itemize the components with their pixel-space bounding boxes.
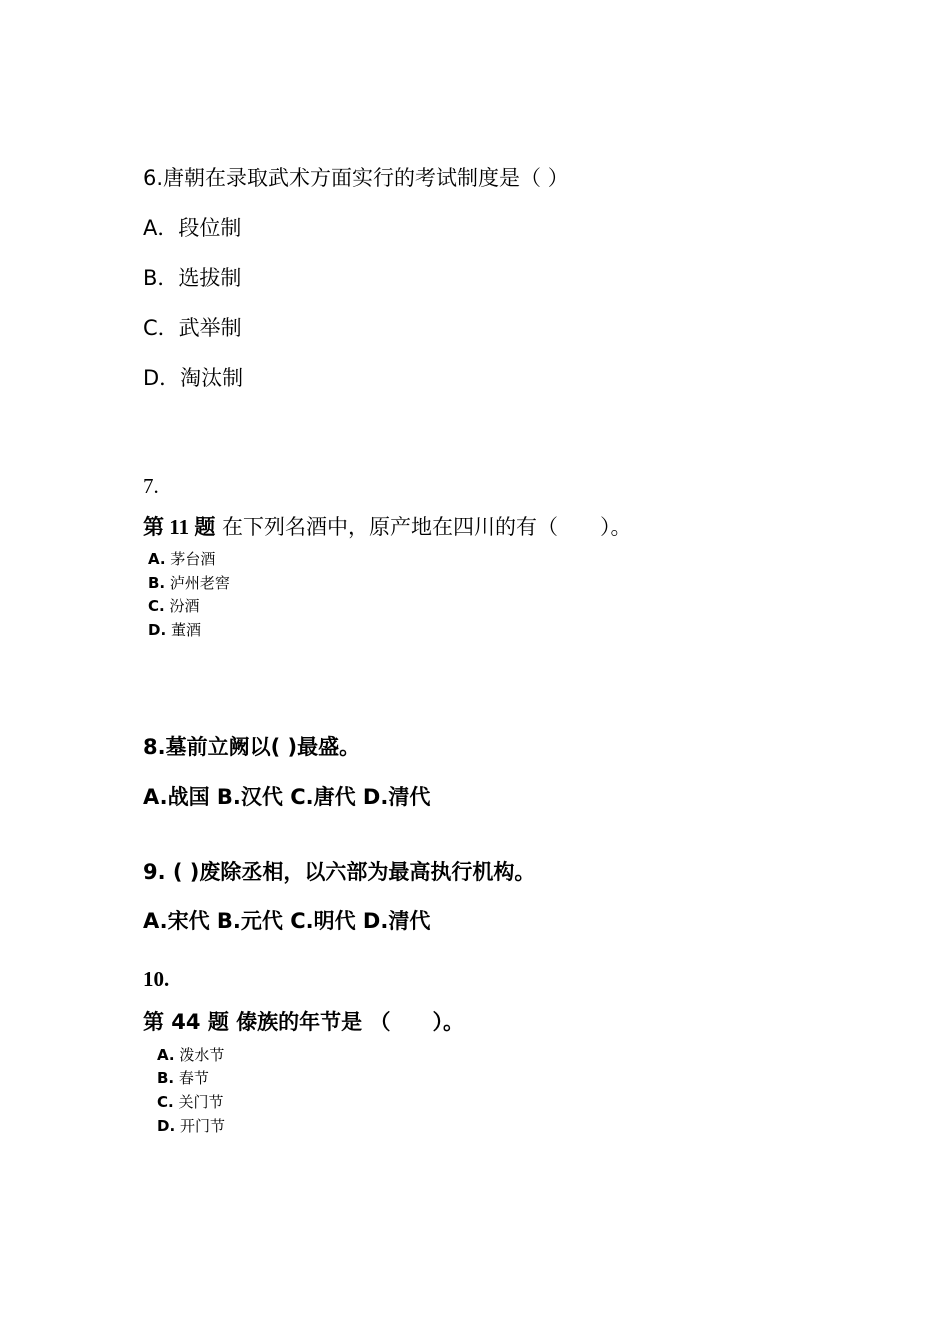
question-10-option-d: D. 开门节 bbox=[157, 1117, 225, 1135]
question-10-number: 10. bbox=[143, 967, 170, 991]
question-6-option-b: B．选拔制 bbox=[143, 266, 242, 290]
question-7-title-rest: 在下列名酒中，原产地在四川的有（ ）。 bbox=[215, 515, 632, 539]
question-7-option-b: B. 泸州老窖 bbox=[148, 574, 230, 592]
question-7-title-prefix: 第 11 题 bbox=[143, 515, 216, 539]
question-6-option-c: C．武举制 bbox=[143, 316, 242, 340]
question-6-option-a: A．段位制 bbox=[143, 216, 242, 240]
question-9-stem: 9. ( )废除丞相，以六部为最高执行机构。 bbox=[143, 860, 536, 884]
question-7-option-a: A. 茅台酒 bbox=[148, 550, 216, 568]
question-10-option-a: A. 泼水节 bbox=[157, 1046, 225, 1064]
question-7-option-d: D. 董酒 bbox=[148, 621, 201, 639]
question-8-stem: 8.墓前立阙以( )最盛。 bbox=[143, 735, 361, 759]
question-8-options: A.战国 B.汉代 C.唐代 D.清代 bbox=[143, 785, 431, 809]
question-10-option-c: C. 关门节 bbox=[157, 1093, 224, 1111]
question-7-number: 7. bbox=[143, 474, 159, 498]
question-10-option-b: B. 春节 bbox=[157, 1069, 209, 1087]
question-7-title bbox=[143, 511, 632, 541]
question-6-stem: 6.唐朝在录取武术方面实行的考试制度是（ ） bbox=[143, 166, 569, 190]
question-6-option-d: D．淘汰制 bbox=[143, 366, 244, 390]
question-9-options: A.宋代 B.元代 C.明代 D.清代 bbox=[143, 909, 431, 933]
question-10-title: 第 44 题 傣族的年节是 （ ）。 bbox=[143, 1010, 464, 1034]
question-7-option-c: C. 汾酒 bbox=[148, 597, 200, 615]
